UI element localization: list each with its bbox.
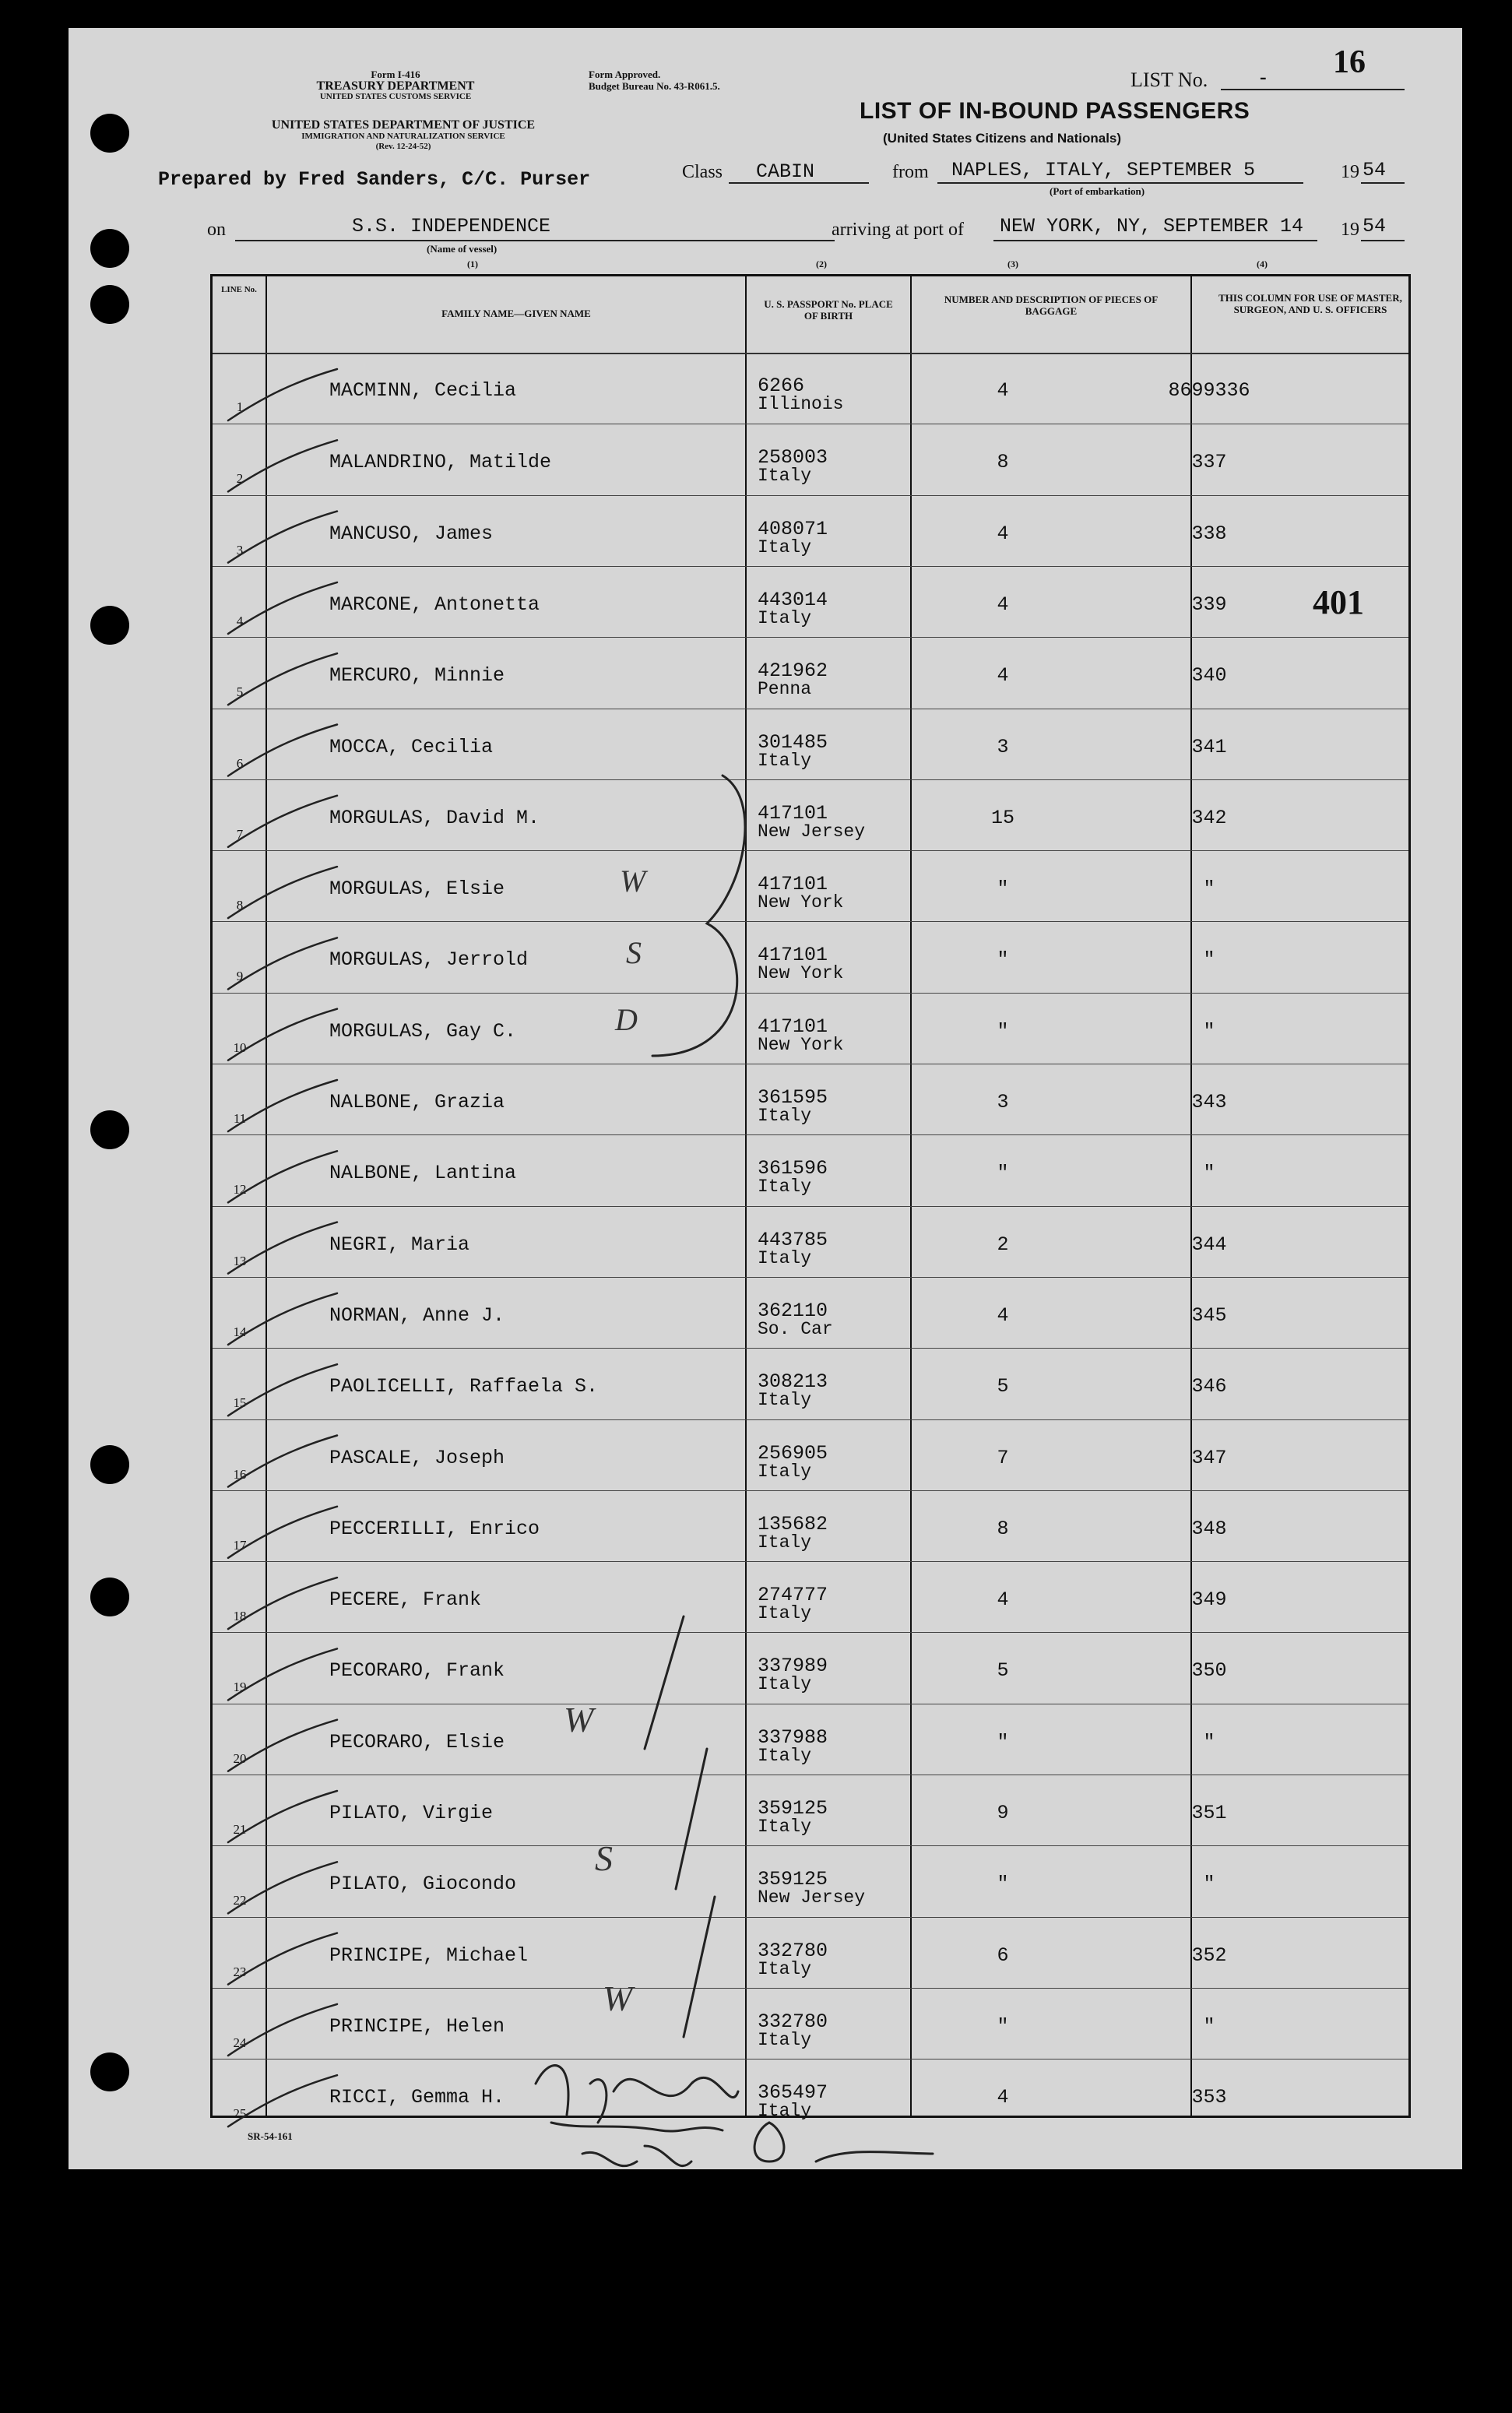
place-of-birth: Italy bbox=[758, 1247, 812, 1268]
officer-number: 339 bbox=[1191, 593, 1227, 616]
baggage-count: " bbox=[997, 1019, 1009, 1043]
from-year: 54 bbox=[1363, 159, 1387, 181]
officer-number: " bbox=[1203, 1162, 1215, 1185]
handwritten-marks bbox=[69, 28, 1462, 2169]
place-of-birth: Italy bbox=[758, 2029, 812, 2050]
line-number: 8 bbox=[236, 898, 244, 913]
place-of-birth: Italy bbox=[758, 1461, 812, 1482]
annotation-row22: S bbox=[595, 1838, 613, 1878]
passport-number: 361595 bbox=[758, 1086, 828, 1109]
class-label: Class bbox=[682, 162, 723, 182]
place-of-birth: Italy bbox=[758, 1532, 812, 1553]
form-code: SR-54-161 bbox=[248, 2130, 293, 2142]
passport-number: 443785 bbox=[758, 1228, 828, 1251]
check-mark bbox=[228, 725, 337, 776]
check-mark bbox=[228, 1222, 337, 1274]
officer-number: 349 bbox=[1191, 1588, 1227, 1612]
officer-number: " bbox=[1203, 1873, 1215, 1896]
check-mark bbox=[228, 1933, 337, 1985]
baggage-count: " bbox=[997, 878, 1009, 901]
page-subtitle: (United States Citizens and Nationals) bbox=[883, 131, 1122, 146]
annotation-row10: D bbox=[615, 1002, 638, 1037]
baggage-count: " bbox=[997, 1730, 1009, 1753]
col-num-3: (3) bbox=[1007, 259, 1018, 269]
passenger-name: PRINCIPE, Michael bbox=[329, 1943, 529, 1967]
passenger-name: NEGRI, Maria bbox=[329, 1233, 470, 1256]
line-number: 13 bbox=[233, 1253, 247, 1268]
officer-number: 346 bbox=[1191, 1375, 1227, 1398]
baggage-count: 4 bbox=[997, 379, 1009, 402]
annotation-row9: S bbox=[626, 935, 642, 970]
form-number: Form I-416 bbox=[371, 69, 420, 80]
line-number: 7 bbox=[236, 826, 244, 842]
officer-number: 350 bbox=[1191, 1659, 1227, 1683]
passenger-name: PECORARO, Elsie bbox=[329, 1730, 505, 1753]
stamp-number: 401 bbox=[1313, 583, 1364, 621]
line-number: 21 bbox=[233, 1822, 247, 1837]
place-of-birth: Penna bbox=[758, 679, 812, 700]
list-no-value: 16 bbox=[1333, 44, 1366, 80]
passenger-name: PRINCIPE, Helen bbox=[329, 2014, 505, 2038]
place-of-birth: Italy bbox=[758, 1106, 812, 1126]
baggage-count: 4 bbox=[997, 2086, 1009, 2109]
passport-number: 308213 bbox=[758, 1370, 828, 1394]
department: TREASURY DEPARTMENT bbox=[316, 79, 475, 93]
passport-number: 408071 bbox=[758, 517, 828, 540]
passenger-name: MALANDRINO, Matilde bbox=[329, 451, 552, 474]
line-number: 25 bbox=[233, 2106, 247, 2122]
passenger-name: PILATO, Giocondo bbox=[329, 1873, 517, 1896]
baggage-count: 4 bbox=[997, 664, 1009, 688]
line-number: 14 bbox=[233, 1324, 247, 1339]
line-number: 23 bbox=[233, 1964, 247, 1979]
place-of-birth: New York bbox=[758, 1034, 844, 1055]
line-number: 9 bbox=[236, 969, 244, 984]
passport-number: 332780 bbox=[758, 1939, 828, 1962]
passport-number: 362110 bbox=[758, 1299, 828, 1322]
passport-number: 361596 bbox=[758, 1157, 828, 1180]
list-no-label: LIST No. bbox=[1130, 69, 1208, 91]
manifest-page bbox=[69, 28, 1462, 2169]
col-num-2: (2) bbox=[816, 259, 827, 269]
baggage-count: " bbox=[997, 2014, 1009, 2038]
line-number: 19 bbox=[233, 1680, 247, 1695]
passport-number: 417101 bbox=[758, 1015, 828, 1038]
officer-number: 345 bbox=[1191, 1303, 1227, 1327]
check-mark bbox=[228, 440, 337, 491]
col-head-baggage: NUMBER AND DESCRIPTION OF PIECES OF BAGGAGE bbox=[944, 294, 1159, 317]
baggage-count: 2 bbox=[997, 1233, 1009, 1256]
place-of-birth: Italy bbox=[758, 1674, 812, 1695]
place-of-birth: Italy bbox=[758, 466, 812, 487]
arr-year-prefix: 19 bbox=[1341, 220, 1359, 240]
place-of-birth: Italy bbox=[758, 1958, 812, 1979]
baggage-count: 8 bbox=[997, 451, 1009, 474]
passenger-name: NORMAN, Anne J. bbox=[329, 1303, 505, 1327]
line-number: 6 bbox=[236, 755, 244, 771]
doj: UNITED STATES DEPARTMENT OF JUSTICE bbox=[271, 118, 536, 132]
baggage-count: 5 bbox=[997, 1659, 1009, 1683]
arriving-label: arriving at port of bbox=[832, 220, 964, 240]
check-mark bbox=[228, 1862, 337, 1913]
place-of-birth: Italy bbox=[758, 1390, 812, 1411]
check-mark bbox=[228, 1720, 337, 1771]
check-mark bbox=[228, 1507, 337, 1558]
check-mark bbox=[228, 369, 337, 420]
col-num-1: (1) bbox=[467, 259, 478, 269]
passport-number: 6266 bbox=[758, 375, 805, 397]
passport-number: 421962 bbox=[758, 660, 828, 683]
passport-number: 365497 bbox=[758, 2081, 828, 2105]
baggage-count: 3 bbox=[997, 1091, 1009, 1113]
baggage-count: 9 bbox=[997, 1802, 1009, 1824]
baggage-count: 6 bbox=[997, 1943, 1009, 1967]
baggage-count: 3 bbox=[997, 735, 1009, 758]
passport-number: 359125 bbox=[758, 1797, 828, 1820]
place-of-birth: Italy bbox=[758, 1603, 812, 1624]
place-of-birth: New York bbox=[758, 892, 844, 913]
passenger-name: MORGULAS, Jerrold bbox=[329, 948, 529, 972]
place-of-birth: New York bbox=[758, 963, 844, 984]
officer-number: " bbox=[1203, 1730, 1215, 1753]
vessel-name: S.S. INDEPENDENCE bbox=[352, 215, 551, 237]
passenger-name: MORGULAS, David M. bbox=[329, 806, 540, 829]
officer-number: 344 bbox=[1191, 1233, 1227, 1256]
baggage-count: " bbox=[997, 1873, 1009, 1896]
col-head-name: FAMILY NAME—GIVEN NAME bbox=[441, 308, 591, 319]
check-mark bbox=[228, 867, 337, 918]
place-of-birth: Italy bbox=[758, 536, 812, 558]
line-number: 17 bbox=[233, 1537, 247, 1553]
passenger-name: PECCERILLI, Enrico bbox=[329, 1517, 540, 1540]
passport-number: 337988 bbox=[758, 1725, 828, 1749]
check-mark bbox=[228, 1648, 337, 1700]
officer-number: 343 bbox=[1191, 1091, 1227, 1113]
place-of-birth: So. Car bbox=[758, 1318, 833, 1339]
line-number: 12 bbox=[233, 1182, 247, 1198]
revision: (Rev. 12-24-52) bbox=[375, 142, 431, 151]
line-number: 16 bbox=[233, 1466, 247, 1482]
check-mark bbox=[228, 1578, 337, 1629]
passport-number: 417101 bbox=[758, 801, 828, 825]
annotation-row8: W bbox=[620, 864, 646, 899]
col-head-officers: THIS COLUMN FOR USE OF MASTER, SURGEON, AND U. S. OFFICERS bbox=[1218, 292, 1402, 315]
officer-number: 8699336 bbox=[1168, 379, 1250, 402]
on-label: on bbox=[207, 220, 226, 240]
passenger-name: MACMINN, Cecilia bbox=[329, 379, 517, 402]
line-number: 20 bbox=[233, 1750, 247, 1766]
passport-number: 274777 bbox=[758, 1584, 828, 1607]
from-year-prefix: 19 bbox=[1341, 162, 1359, 182]
check-mark bbox=[228, 582, 337, 634]
col-num-4: (4) bbox=[1257, 259, 1268, 269]
line-number: 18 bbox=[233, 1609, 247, 1624]
passport-number: 443014 bbox=[758, 588, 828, 611]
line-number: 15 bbox=[233, 1395, 247, 1411]
line-number: 3 bbox=[236, 542, 244, 558]
passenger-name: PILATO, Virgie bbox=[329, 1802, 494, 1824]
baggage-count: 7 bbox=[997, 1446, 1009, 1469]
passenger-name: PAOLICELLI, Raffaela S. bbox=[329, 1375, 599, 1398]
passport-number: 256905 bbox=[758, 1441, 828, 1465]
check-mark bbox=[228, 1151, 337, 1202]
officer-number: " bbox=[1203, 878, 1215, 901]
officer-number: 347 bbox=[1191, 1446, 1227, 1469]
service: UNITED STATES CUSTOMS SERVICE bbox=[319, 92, 472, 101]
officer-number: 353 bbox=[1191, 2086, 1227, 2109]
check-mark bbox=[228, 1436, 337, 1487]
arriving-value: NEW YORK, NY, SEPTEMBER 14 bbox=[1000, 215, 1304, 237]
place-of-birth: New Jersey bbox=[758, 1887, 866, 1908]
line-number: 10 bbox=[233, 1039, 247, 1055]
line-number: 11 bbox=[233, 1111, 247, 1126]
officer-number: " bbox=[1203, 1019, 1215, 1043]
passenger-name: MARCONE, Antonetta bbox=[329, 593, 540, 616]
check-mark bbox=[228, 796, 337, 847]
officer-number: 340 bbox=[1191, 664, 1227, 688]
list-no-dash: - bbox=[1260, 65, 1267, 88]
passenger-name: MORGULAS, Elsie bbox=[329, 878, 505, 901]
passport-number: 332780 bbox=[758, 2010, 828, 2033]
passport-number: 337989 bbox=[758, 1655, 828, 1678]
passenger-name: PASCALE, Joseph bbox=[329, 1446, 505, 1469]
officer-number: 348 bbox=[1191, 1517, 1227, 1540]
passport-number: 417101 bbox=[758, 873, 828, 896]
form-approved: Form Approved. bbox=[589, 69, 661, 80]
passenger-name: MOCCA, Cecilia bbox=[329, 735, 494, 758]
officer-number: " bbox=[1203, 2014, 1215, 2038]
passenger-name: NALBONE, Grazia bbox=[329, 1091, 505, 1113]
baggage-count: 4 bbox=[997, 522, 1009, 545]
class-value: CABIN bbox=[756, 160, 815, 183]
line-number: 24 bbox=[233, 2035, 247, 2050]
line-number: 4 bbox=[236, 613, 244, 628]
passenger-name: PECORARO, Frank bbox=[329, 1659, 505, 1683]
passport-number: 135682 bbox=[758, 1512, 828, 1535]
check-mark bbox=[228, 2004, 337, 2056]
place-of-birth: New Jersey bbox=[758, 821, 866, 842]
place-of-birth: Illinois bbox=[758, 394, 844, 414]
officer-number: 341 bbox=[1191, 735, 1227, 758]
check-mark bbox=[228, 937, 337, 989]
baggage-count: 15 bbox=[990, 806, 1014, 829]
col-head-line: LINE No. bbox=[221, 285, 257, 294]
check-mark bbox=[228, 1791, 337, 1842]
annotation-row24: W bbox=[603, 1979, 633, 2018]
check-mark bbox=[228, 1364, 337, 1416]
place-of-birth: Italy bbox=[758, 1745, 812, 1766]
place-of-birth: Italy bbox=[758, 607, 812, 628]
line-number: 5 bbox=[236, 684, 244, 700]
passenger-name: MERCURO, Minnie bbox=[329, 664, 505, 688]
passenger-name: RICCI, Gemma H. bbox=[329, 2086, 505, 2109]
passenger-name: MANCUSO, James bbox=[329, 522, 494, 545]
baggage-count: 4 bbox=[997, 1588, 1009, 1612]
budget-bureau: Budget Bureau No. 43-R061.5. bbox=[589, 80, 720, 92]
baggage-count: 8 bbox=[997, 1517, 1009, 1540]
col-head-passport: U. S. PASSPORT No. PLACE OF BIRTH bbox=[764, 298, 893, 322]
place-of-birth: Italy bbox=[758, 2101, 812, 2122]
passport-number: 359125 bbox=[758, 1868, 828, 1891]
officer-number: " bbox=[1203, 948, 1215, 972]
check-mark bbox=[228, 1009, 337, 1061]
passport-number: 301485 bbox=[758, 730, 828, 754]
officer-number: 342 bbox=[1191, 806, 1227, 829]
baggage-count: " bbox=[997, 1162, 1009, 1185]
place-of-birth: Italy bbox=[758, 1817, 812, 1837]
line-number: 1 bbox=[236, 399, 244, 414]
check-mark bbox=[228, 1080, 337, 1131]
port-note: (Port of embarkation) bbox=[1050, 185, 1145, 197]
baggage-count: 4 bbox=[997, 593, 1009, 616]
line-number: 2 bbox=[236, 471, 244, 487]
place-of-birth: Italy bbox=[758, 1177, 812, 1198]
check-mark bbox=[228, 1293, 337, 1345]
baggage-count: 5 bbox=[997, 1375, 1009, 1398]
from-value: NAPLES, ITALY, SEPTEMBER 5 bbox=[951, 159, 1256, 181]
baggage-count: " bbox=[997, 948, 1009, 972]
annotation-row20: W bbox=[564, 1700, 594, 1739]
officer-number: 338 bbox=[1191, 522, 1227, 545]
officer-number: 337 bbox=[1191, 451, 1227, 474]
check-mark bbox=[228, 2075, 337, 2126]
baggage-count: 4 bbox=[997, 1303, 1009, 1327]
passenger-name: MORGULAS, Gay C. bbox=[329, 1019, 517, 1043]
check-mark bbox=[228, 653, 337, 705]
officer-number: 352 bbox=[1191, 1943, 1227, 1967]
from-label: from bbox=[892, 162, 929, 182]
vessel-note: (Name of vessel) bbox=[427, 243, 498, 255]
passenger-name: PECERE, Frank bbox=[329, 1588, 482, 1612]
place-of-birth: Italy bbox=[758, 750, 812, 771]
ins: IMMIGRATION AND NATURALIZATION SERVICE bbox=[301, 132, 505, 141]
passport-number: 258003 bbox=[758, 446, 828, 470]
prepared-by: Prepared by Fred Sanders, C/C. Purser bbox=[158, 168, 591, 191]
line-number: 22 bbox=[233, 1893, 247, 1908]
officer-number: 351 bbox=[1191, 1802, 1227, 1824]
passenger-name: NALBONE, Lantina bbox=[329, 1162, 517, 1185]
check-mark bbox=[228, 512, 337, 563]
passport-number: 417101 bbox=[758, 944, 828, 967]
arr-year: 54 bbox=[1363, 215, 1387, 237]
page-title: LIST OF IN-BOUND PASSENGERS bbox=[860, 98, 1250, 124]
